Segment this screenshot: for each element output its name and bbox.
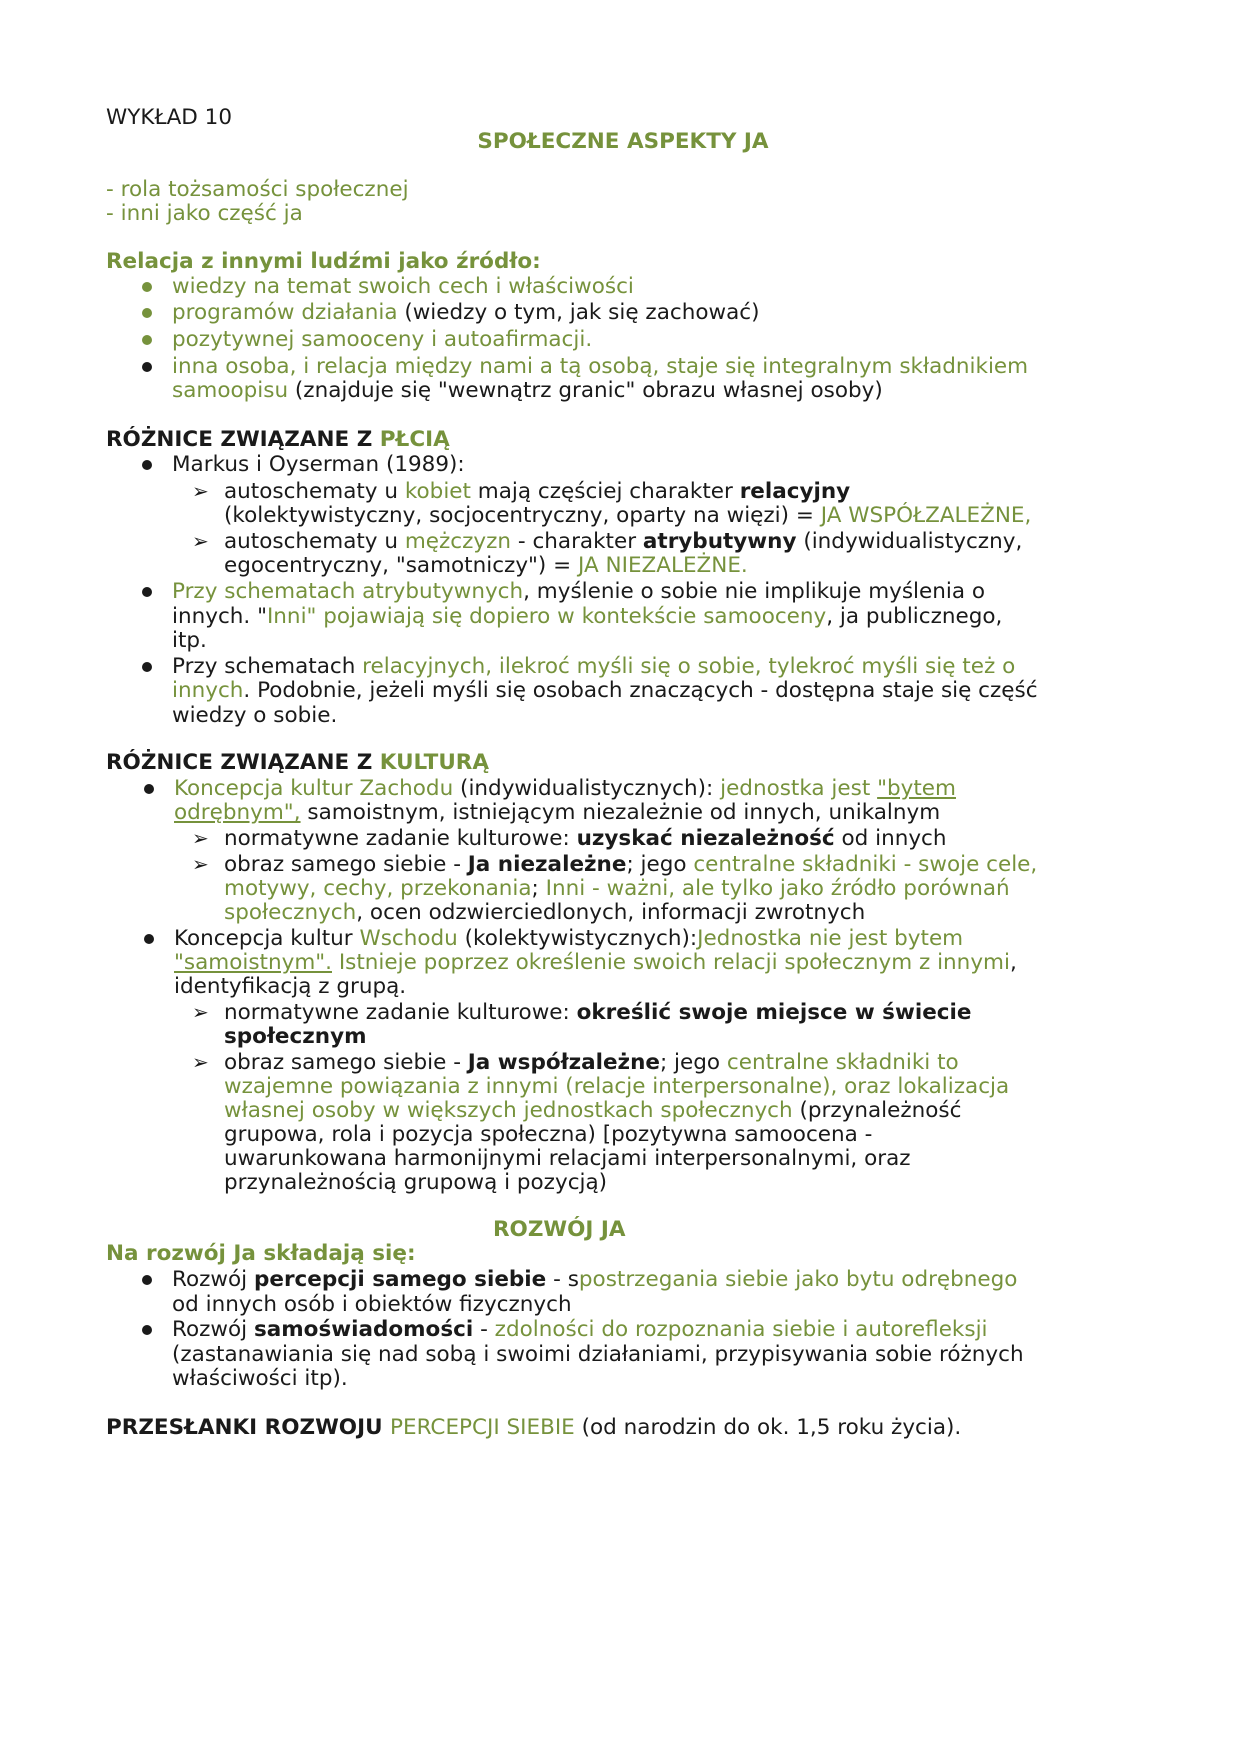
- culture-east-a2-line-1: obraz samego siebie - Ja współzależne; jego centralne składniki to: [224, 1050, 959, 1075]
- gender-a1-line-2: (kolektywistyczny, socjocentryczny, oparty na więzi) = JA WSPÓŁZALEŻNE,: [224, 503, 1032, 528]
- gender-a2-line-1: autoschematy u mężczyzn - charakter atrybutywny (indywidualistyczny,: [224, 529, 1023, 554]
- arrow-bullet-icon: ➢: [192, 1000, 209, 1024]
- development-premises: PRZESŁANKI ROZWOJU PERCEPCJI SIEBIE (od narodzin do ok. 1,5 roku życia).: [106, 1415, 962, 1440]
- relations-heading: Relacja z innymi ludźmi jako źródło:: [106, 249, 541, 274]
- culture-east-a2-line-6: przynależnością grupową i pozycją): [224, 1170, 608, 1195]
- relations-item-4-line-1: inna osoba, i relacja między nami a tą osobą, staje się integralnym składnikiem: [172, 354, 1029, 379]
- culture-west-a2-line-2: motywy, cechy, przekonania; Inni - ważni, ale tylko jako źródło porównań: [224, 876, 1010, 901]
- page-title: SPOŁECZNE ASPEKTY JA: [477, 129, 769, 154]
- gender-p2-line-2: innych. Podobnie, jeżeli myśli się osobach znaczących - dostępna staje się część: [172, 678, 1038, 703]
- gender-p1-line-1: Przy schematach atrybutywnych, myślenie o sobie nie implikuje myślenia o: [172, 579, 986, 604]
- culture-east-line-1: Koncepcja kultur Wschodu (kolektywistycznych):Jednostka nie jest bytem: [174, 926, 964, 951]
- arrow-bullet-icon: ➢: [192, 826, 209, 850]
- bullet-icon: [144, 784, 154, 794]
- culture-east-a2-line-4: grupowa, rola i pozycja społeczna) [pozytywna samoocena -: [224, 1122, 873, 1147]
- gender-a2-line-2: egocentryczny, "samotniczy") = JA NIEZALEŻNE.: [224, 553, 748, 578]
- relations-item-3: pozytywnej samooceny i autoafirmacji.: [172, 327, 593, 352]
- culture-east-line-2: "samoistnym". Istnieje poprzez określenie swoich relacji społecznym z innymi,: [174, 950, 1017, 975]
- culture-heading: RÓŻNICE ZWIĄZANE Z KULTURĄ: [106, 750, 489, 775]
- bullet-icon: [142, 1275, 152, 1285]
- development-item-2-line-2: (zastanawiania się nad sobą i swoimi działaniami, przypisywania sobie różnych: [172, 1342, 1024, 1367]
- bullet-icon: [142, 282, 152, 292]
- gender-p1-line-3: itp.: [172, 628, 207, 653]
- bullet-icon: [142, 1325, 152, 1335]
- development-item-1-line-2: od innych osób i obiektów fizycznych: [172, 1292, 572, 1317]
- bullet-icon: [142, 362, 152, 372]
- intro-line-2: - inni jako część ja: [106, 201, 303, 226]
- culture-east-line-3: identyfikacją z grupą.: [174, 974, 407, 999]
- culture-west-line-2: odrębnym", samoistnym, istniejącym niezależnie od innych, unikalnym: [174, 800, 941, 825]
- gender-a1-line-1: autoschematy u kobiet mają częściej charakter relacyjny: [224, 479, 851, 504]
- development-item-2-line-1: Rozwój samoświadomości - zdolności do rozpoznania siebie i autorefleksji: [172, 1317, 988, 1342]
- arrow-bullet-icon: ➢: [192, 479, 209, 503]
- intro-line-1: - rola tożsamości społecznej: [106, 177, 409, 202]
- development-item-2-line-3: właściwości itp).: [172, 1366, 348, 1391]
- development-item-1-line-1: Rozwój percepcji samego siebie - spostrzegania siebie jako bytu odrębnego: [172, 1267, 1018, 1292]
- arrow-bullet-icon: ➢: [192, 1050, 209, 1074]
- bullet-icon: [142, 587, 152, 597]
- culture-east-a1-line-1: normatywne zadanie kulturowe: określić swoje miejsce w świecie: [224, 1000, 972, 1025]
- culture-east-a1-line-2: społecznym: [224, 1024, 367, 1049]
- culture-west-a1: normatywne zadanie kulturowe: uzyskać niezależność od innych: [224, 826, 947, 851]
- arrow-bullet-icon: ➢: [192, 529, 209, 553]
- culture-west-line-1: Koncepcja kultur Zachodu (indywidualistycznych): jednostka jest "bytem: [174, 776, 956, 801]
- culture-east-a2-line-5: uwarunkowana harmonijnymi relacjami interpersonalnymi, oraz: [224, 1146, 911, 1171]
- gender-p1-line-2: innych. "Inni" pojawiają się dopiero w kontekście samooceny, ja publicznego,: [172, 604, 1003, 629]
- culture-west-a2-line-1: obraz samego siebie - Ja niezależne; jego centralne składniki - swoje cele,: [224, 852, 1038, 877]
- culture-east-a2-line-3: własnej osoby w większych jednostkach społecznych (przynależność: [224, 1098, 962, 1123]
- relations-item-2: programów działania (wiedzy o tym, jak się zachować): [172, 300, 760, 325]
- development-title: ROZWÓJ JA: [493, 1217, 626, 1242]
- bullet-icon: [144, 934, 154, 944]
- bullet-icon: [142, 662, 152, 672]
- culture-west-a2-line-3: społecznych, ocen odzwierciedlonych, informacji zwrotnych: [224, 900, 866, 925]
- relations-item-4-line-2: samoopisu (znajduje się "wewnątrz granic" obrazu własnej osoby): [172, 378, 883, 403]
- bullet-icon: [142, 308, 152, 318]
- gender-markus: Markus i Oyserman (1989):: [172, 452, 465, 477]
- culture-east-a2-line-2: wzajemne powiązania z innymi (relacje interpersonalne), oraz lokalizacja: [224, 1074, 1010, 1099]
- arrow-bullet-icon: ➢: [192, 852, 209, 876]
- development-heading: Na rozwój Ja składają się:: [106, 1241, 416, 1266]
- bullet-icon: [142, 335, 152, 345]
- bullet-icon: [142, 460, 152, 470]
- relations-item-1: wiedzy na temat swoich cech i właściwości: [172, 274, 634, 299]
- gender-heading: RÓŻNICE ZWIĄZANE Z PŁCIĄ: [106, 427, 450, 452]
- gender-p2-line-1: Przy schematach relacyjnych, ilekroć myśli się o sobie, tylekroć myśli się też o: [172, 654, 1016, 679]
- gender-p2-line-3: wiedzy o sobie.: [172, 703, 338, 728]
- lecture-number: WYKŁAD 10: [106, 105, 233, 130]
